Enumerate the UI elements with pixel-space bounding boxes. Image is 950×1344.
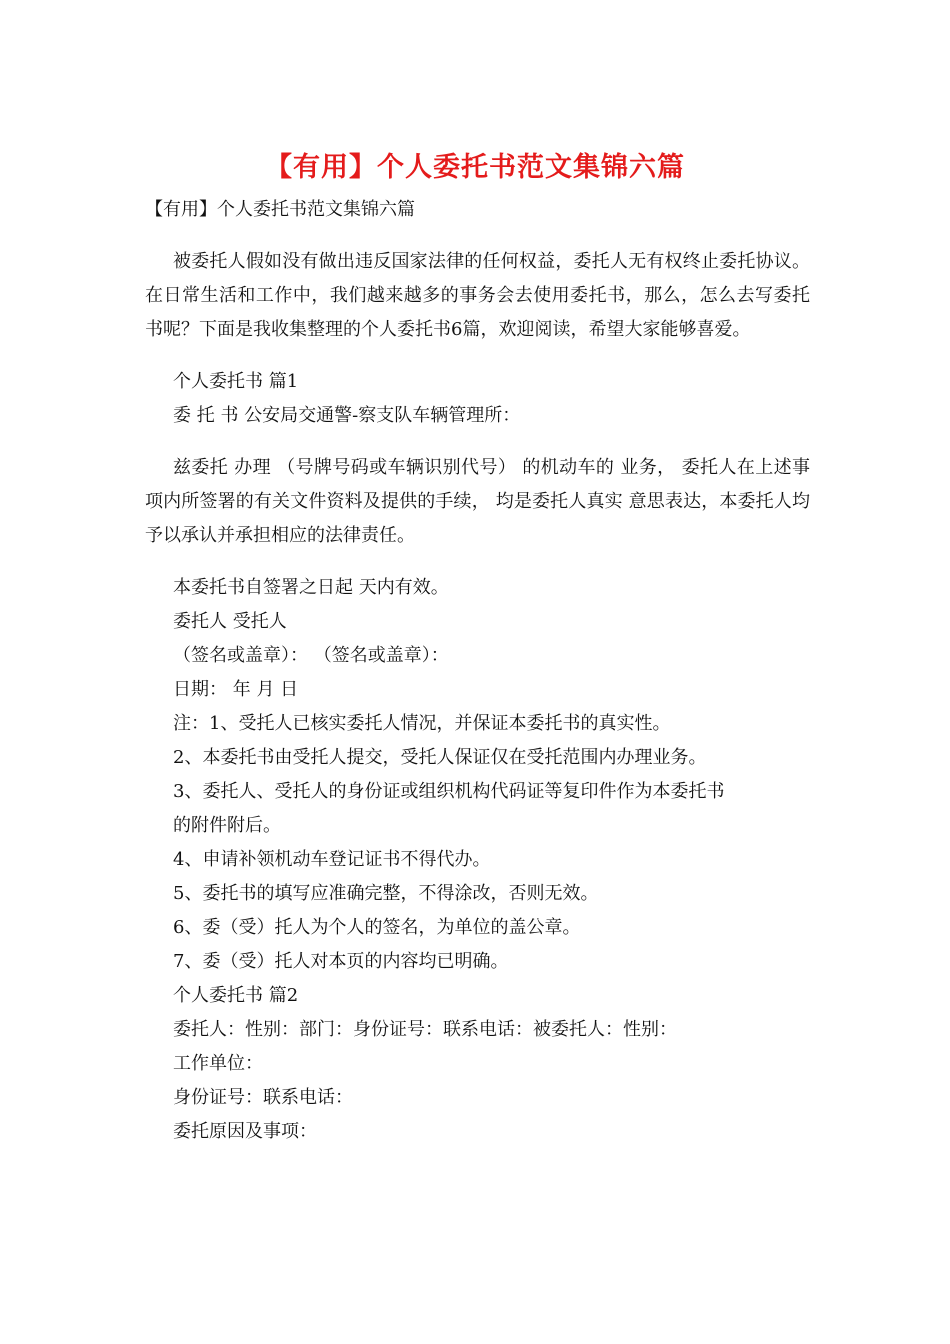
section-1-validity: 本委托书自签署之日起 天内有效。 — [173, 577, 449, 598]
section-1-body: 兹委托 办理 （号牌号码或车辆识别代号） 的机动车的 业务， 委托人在上述事项内所签署的有关文件资料及提供的手续， 均是委托人真实 意思表达，本委托人均予以承认并承担相应的法律责任。 — [145, 457, 810, 546]
note-item: 4、申请补领机动车登记证书不得代办。 — [173, 849, 491, 870]
note-item: 3、委托人、受托人的身份证或组织机构代码证等复印件作为本委托书 — [173, 781, 725, 802]
section-2-line: 工作单位： — [173, 1053, 263, 1074]
note-item: 5、委托书的填写应准确完整，不得涂改，否则无效。 — [173, 883, 599, 904]
note-item: 2、本委托书由受托人提交，受托人保证仅在受托范围内办理业务。 — [173, 747, 707, 768]
note-item: 的附件附后。 — [173, 815, 281, 836]
document-title: 【有用】个人委托书范文集锦六篇 — [265, 152, 685, 183]
section-1-parties: 委托人 受托人 — [173, 611, 287, 632]
intro-paragraph: 被委托人假如没有做出违反国家法律的任何权益，委托人无有权终止委托协议。在日常生活和工作中，我们越来越多的事务会去使用委托书，那么，怎么去写委托书呢？下面是我收集整理的个人委托书6篇，欢迎阅读，希望大家能够喜爱。 — [145, 251, 810, 340]
section-2-line: 委托原因及事项： — [173, 1121, 317, 1142]
note-item: 6、委（受）托人为个人的签名，为单位的盖公章。 — [173, 917, 581, 938]
section-2-line: 身份证号：联系电话： — [173, 1087, 353, 1108]
note-item: 注：1、受托人已核实委托人情况，并保证本委托书的真实性。 — [173, 713, 671, 734]
section-1-signature: （签名或盖章）： （签名或盖章）： — [173, 645, 449, 666]
section-1-heading: 个人委托书 篇1 — [173, 371, 299, 392]
section-1-addressee: 委 托 书 公安局交通警-察支队车辆管理所： — [173, 405, 521, 426]
document-subtitle: 【有用】个人委托书范文集锦六篇 — [145, 199, 415, 220]
section-2-line: 委托人：性别：部门：身份证号：联系电话：被委托人：性别： — [173, 1019, 677, 1040]
section-2-heading: 个人委托书 篇2 — [173, 985, 299, 1006]
document-body — [145, 193, 810, 1149]
section-1-date: 日期： 年 月 日 — [173, 679, 299, 700]
note-item: 7、委（受）托人对本页的内容均已明确。 — [173, 951, 509, 972]
